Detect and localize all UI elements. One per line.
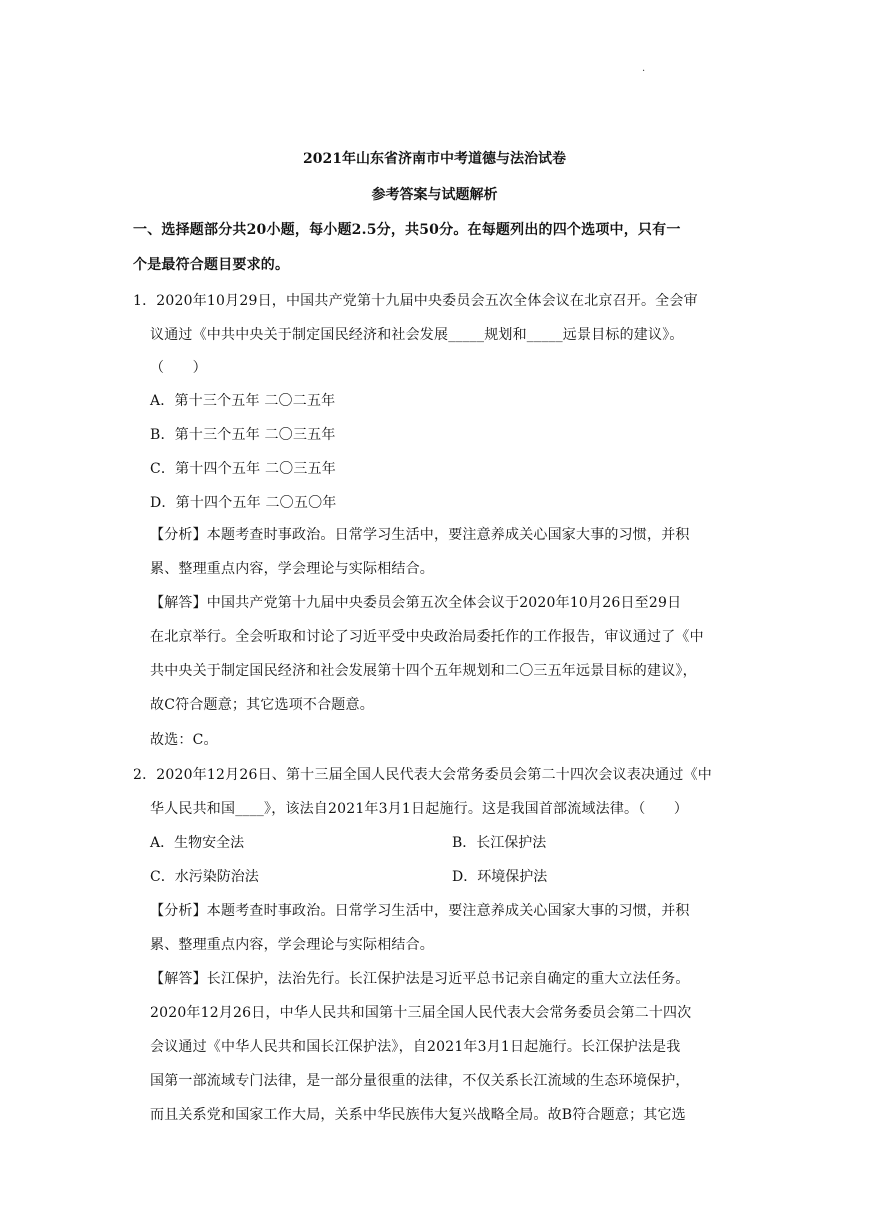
q1-choice: 故选：C。 [150, 732, 218, 748]
section-heading: 一、选择题部分共20小题，每小题2.5分，共50分。在每题列出的四个选项中，只有一 [133, 222, 681, 238]
q1-analysis: 【分析】本题考查时事政治。日常学习生活中，要注意养成关心国家大事的习惯，并积 [150, 527, 690, 543]
q2-answer-cont-3: 国第一部流域专门法律，是一部分量很重的法律，不仅关系长江流域的生态环境保护， [150, 1073, 690, 1089]
q1-analysis-cont: 累、整理重点内容，学会理论与实际相结合。 [150, 561, 434, 577]
q2-stem-cont: 华人民共和国____》，该法自2021年3月1日起施行。这是我国首部流域法律。（ ） [150, 801, 689, 817]
page-mark: · [642, 66, 646, 77]
q1-answer-cont-3: 故C符合题意；其它选项不合题意。 [150, 697, 374, 713]
q2-stem: 2．2020年12月26日、第十三届全国人民代表大会常务委员会第二十四次会议表决通过《中 [133, 767, 712, 783]
q1-option-d: D．第十四个五年 二〇五〇年 [150, 495, 337, 511]
q1-stem: 1．2020年10月29日，中国共产党第十九届中央委员会五次全体会议在北京召开。全会审 [133, 293, 698, 309]
q2-answer-cont-4: 而且关系党和国家工作大局，关系中华民族伟大复兴战略全局。故B符合题意；其它选 [150, 1107, 686, 1123]
q2-answer-cont-1: 2020年12月26日，中华人民共和国第十三届全国人民代表大会常务委员会第二十四次 [150, 1005, 692, 1021]
q2-option-d: D．环境保护法 [452, 869, 548, 885]
q1-answer: 【解答】中国共产党第十九届中央委员会第五次全体会议于2020年10月26日至29日 [150, 595, 682, 611]
document-subtitle: 参考答案与试题解析 [371, 187, 498, 203]
q2-option-c: C．水污染防治法 [150, 869, 259, 885]
q1-option-c: C．第十四个五年 二〇三五年 [150, 461, 336, 477]
q1-bracket: （ ） [150, 360, 207, 376]
q2-option-a: A．生物安全法 [150, 835, 245, 851]
document-title: 2021年山东省济南市中考道德与法治试卷 [303, 151, 566, 167]
section-heading-cont: 个是最符合题目要求的。 [133, 257, 290, 273]
q1-answer-cont-2: 共中央关于制定国民经济和社会发展第十四个五年规划和二〇三五年远景目标的建议》， [150, 663, 697, 679]
q1-stem-cont: 议通过《中共中央关于制定国民经济和社会发展_____规划和_____远景目标的建议》。 [150, 327, 684, 343]
q2-answer-cont-2: 会议通过《中华人民共和国长江保护法》，自2021年3月1日起施行。长江保护法是我 [150, 1039, 681, 1055]
q1-answer-cont-1: 在北京举行。全会听取和讨论了习近平受中央政治局委托作的工作报告，审议通过了《中 [150, 629, 704, 645]
q2-analysis-cont: 累、整理重点内容，学会理论与实际相结合。 [150, 937, 434, 953]
q2-option-b: B．长江保护法 [452, 835, 547, 851]
q2-analysis: 【分析】本题考查时事政治。日常学习生活中，要注意养成关心国家大事的习惯，并积 [150, 903, 690, 919]
q2-answer: 【解答】长江保护，法治先行。长江保护法是习近平总书记亲自确定的重大立法任务。 [150, 971, 690, 987]
q1-option-a: A．第十三个五年 二〇二五年 [150, 393, 336, 409]
q1-option-b: B．第十三个五年 二〇三五年 [150, 427, 336, 443]
